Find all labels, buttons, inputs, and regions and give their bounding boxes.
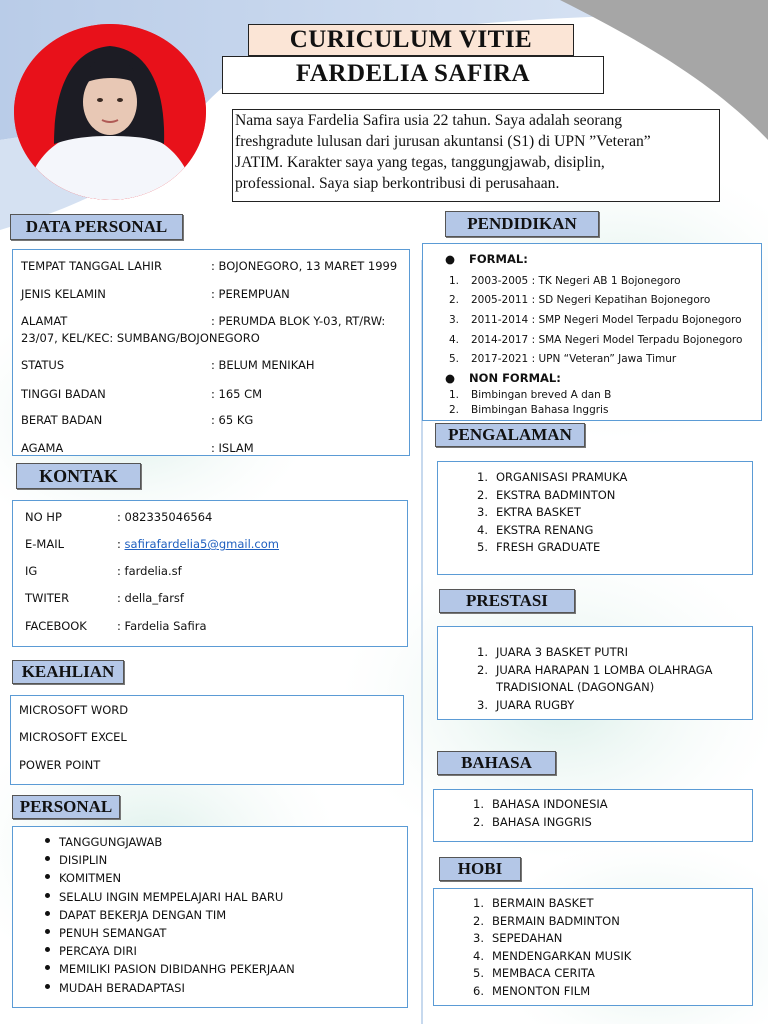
nonformal-heading [445, 371, 561, 385]
edu-item [449, 353, 677, 365]
list-item-text: DISIPLIN [59, 853, 108, 868]
list-item-text: FRESH GRADUATE [496, 540, 601, 555]
intro-line: Nama saya Fardelia Safira usia 22 tahun. Saya adalah seorang [235, 112, 623, 129]
hobi-label: HOBI [439, 857, 521, 881]
edu-item [449, 314, 742, 326]
email-prefix: : [117, 537, 125, 551]
intro-paragraph [232, 109, 720, 202]
list-number: 2. [473, 913, 484, 928]
bullet-icon [45, 856, 50, 861]
list-item [464, 662, 752, 697]
bullet-icon [45, 893, 50, 898]
list-item-text: KOMITMEN [59, 871, 122, 886]
email-value [117, 537, 279, 551]
list-item [13, 979, 407, 997]
document-title: CURICULUM VITIE [248, 24, 574, 56]
list-item [13, 851, 407, 869]
list-item [13, 906, 407, 924]
list-number: 3. [477, 697, 488, 712]
phone-value: : 082335046564 [117, 510, 213, 524]
row-value: : BELUM MENIKAH [211, 358, 315, 372]
bahasa-list [434, 795, 752, 831]
hobi-panel [433, 888, 753, 1006]
list-item [464, 522, 752, 540]
list-item-text: EKSTRA BADMINTON [496, 487, 616, 502]
email-link[interactable]: safirafardelia5@gmail.com [124, 537, 279, 551]
list-item [460, 965, 752, 983]
bullet-icon [45, 947, 50, 952]
list-item [13, 888, 407, 906]
list-item-text: MEMBACA CERITA [492, 966, 595, 981]
profile-photo [14, 24, 206, 200]
list-number: 4. [477, 522, 488, 537]
row-key: E-MAIL [25, 537, 65, 551]
edu-item-text: 2003-2005 : TK Negeri AB 1 Bojonegoro [471, 275, 681, 287]
edu-item-text: Bimbingan Bahasa Inggris [471, 404, 609, 416]
list-number: 1. [473, 797, 484, 811]
skill-item: MICROSOFT EXCEL [19, 730, 127, 744]
list-item [460, 948, 752, 966]
list-number: 1. [473, 896, 484, 910]
bullet-icon [45, 929, 50, 934]
row-key: FACEBOOK [25, 619, 87, 633]
formal-label: FORMAL: [469, 252, 528, 266]
edu-item [449, 334, 743, 346]
list-number: 2. [449, 404, 460, 416]
list-item-text: SELALU INGIN MEMPELAJARI HAL BARU [59, 889, 284, 904]
list-number: 6. [473, 983, 484, 998]
row-key: STATUS [21, 358, 65, 372]
edu-item-text: 2017-2021 : UPN “Veteran” Jawa Timur [471, 353, 677, 365]
list-item-text: BAHASA INDONESIA [492, 797, 608, 811]
person-avatar-icon [14, 24, 206, 200]
hobi-list [434, 895, 752, 1001]
list-number: 3. [477, 505, 488, 520]
bullet-icon [45, 911, 50, 916]
list-number: 2. [473, 815, 484, 829]
row-key: NO HP [25, 510, 62, 524]
list-item [464, 504, 752, 522]
row-key: IG [25, 564, 38, 578]
list-item-text: ORGANISASI PRAMUKA [496, 470, 628, 484]
list-item-text: JUARA HARAPAN 1 LOMBA OLAHRAGA [496, 662, 713, 677]
row-value-cont: 23/07, KEL/KEC: SUMBANG/BOJONEGORO [21, 331, 260, 345]
nonformal-label: NON FORMAL: [469, 371, 561, 385]
list-item-text: EKSTRA RENANG [496, 522, 594, 537]
prestasi-label: PRESTASI [439, 589, 575, 613]
row-key: ALAMAT [21, 314, 68, 328]
list-item [460, 983, 752, 1001]
list-item [13, 942, 407, 960]
bullet-icon: ● [445, 371, 456, 385]
pengalaman-panel [437, 461, 753, 575]
list-item [460, 913, 752, 931]
list-item-text: TANGGUNGJAWAB [59, 835, 163, 849]
row-key: TWITER [25, 591, 70, 605]
list-number: 3. [449, 314, 460, 326]
facebook-value: : Fardelia Safira [117, 619, 207, 633]
edu-item-text: 2011-2014 : SMP Negeri Model Terpadu Bojonegoro [471, 314, 742, 326]
person-name: FARDELIA SAFIRA [222, 56, 604, 94]
list-item-text: MENONTON FILM [492, 983, 591, 998]
row-value: : PERUMDA BLOK Y-03, RT/RW: [211, 314, 386, 328]
list-number: 2. [477, 487, 488, 502]
row-value: : ISLAM [211, 441, 254, 455]
intro-line: freshgradute lulusan dari jurusan akuntansi (S1) di UPN ”Veteran” [235, 133, 651, 150]
row-value: : PEREMPUAN [211, 287, 290, 301]
intro-line: JATIM. Karakter saya yang tegas, tanggungjawab, disiplin, [235, 154, 605, 171]
pendidikan-label: PENDIDIKAN [445, 211, 599, 237]
list-item-text: DAPAT BEKERJA DENGAN TIM [59, 907, 227, 922]
edu-item [449, 389, 612, 401]
list-number: 5. [477, 540, 488, 555]
list-number: 1. [477, 470, 488, 484]
keahlian-label: KEAHLIAN [12, 660, 124, 684]
list-item [13, 924, 407, 942]
list-number: 4. [449, 334, 460, 346]
row-key: BERAT BADAN [21, 413, 103, 427]
edu-item [449, 404, 609, 416]
bullet-icon [45, 874, 50, 879]
bullet-icon [45, 965, 50, 970]
personal-label: PERSONAL [12, 795, 120, 819]
skill-item: MICROSOFT WORD [19, 703, 129, 717]
list-item-text: MENDENGARKAN MUSIK [492, 948, 632, 963]
list-item-text: BERMAIN BADMINTON [492, 913, 620, 928]
pendidikan-panel [422, 243, 762, 421]
list-item-text-cont: TRADISIONAL (DAGONGAN) [496, 680, 655, 695]
list-number: 2. [449, 294, 460, 306]
edu-item [449, 294, 711, 306]
row-key: TINGGI BADAN [21, 387, 106, 401]
list-number: 1. [449, 389, 460, 401]
list-item-text: MEMILIKI PASION DIBIDANHG PEKERJAAN [59, 962, 295, 977]
bullet-icon [45, 838, 50, 843]
edu-item-text: 2005-2011 : SD Negeri Kepatihan Bojonegoro [471, 294, 711, 306]
row-value: : 65 KG [211, 413, 254, 427]
list-number: 2. [477, 662, 488, 677]
list-item [460, 795, 752, 813]
kontak-panel [12, 500, 408, 647]
prestasi-list [438, 644, 752, 714]
data-personal-panel [12, 249, 410, 456]
list-item [464, 487, 752, 505]
list-item-text: JUARA RUGBY [496, 697, 575, 712]
edu-item-text: Bimbingan breved A dan B [471, 389, 612, 401]
pengalaman-label: PENGALAMAN [435, 423, 585, 447]
list-item-text: SEPEDAHAN [492, 931, 563, 946]
instagram-value: : fardelia.sf [117, 564, 182, 578]
twitter-value: : della_farsf [117, 591, 184, 605]
list-item [460, 930, 752, 948]
personal-list [13, 833, 407, 997]
list-number: 5. [449, 353, 460, 365]
list-item-text: BAHASA INGGRIS [492, 815, 592, 829]
list-item [464, 469, 752, 487]
list-number: 1. [449, 275, 460, 287]
keahlian-panel [10, 695, 404, 785]
row-key: TEMPAT TANGGAL LAHIR [21, 259, 162, 273]
list-item-text: PENUH SEMANGAT [59, 926, 167, 941]
edu-item-text: 2014-2017 : SMA Negeri Model Terpadu Bojonegoro [471, 334, 743, 346]
row-key: JENIS KELAMIN [21, 287, 106, 301]
personal-panel [12, 826, 408, 1008]
bullet-icon [45, 984, 50, 989]
list-number: 3. [473, 931, 484, 946]
list-item [13, 833, 407, 851]
intro-line: professional. Saya siap berkontribusi di perusahaan. [235, 175, 560, 192]
list-item [13, 960, 407, 978]
row-value: : 165 CM [211, 387, 263, 401]
formal-heading [445, 252, 528, 266]
row-value: : BOJONEGORO, 13 MARET 1999 [211, 259, 398, 273]
list-number: 4. [473, 948, 484, 963]
pengalaman-list [438, 469, 752, 557]
row-key: AGAMA [21, 441, 64, 455]
list-item [460, 895, 752, 913]
bahasa-label: BAHASA [437, 751, 556, 775]
list-item [464, 697, 752, 715]
list-item-text: PERCAYA DIRI [59, 944, 137, 959]
list-item [13, 869, 407, 887]
kontak-label: KONTAK [16, 463, 141, 489]
prestasi-panel [437, 626, 753, 720]
bullet-icon: ● [445, 252, 456, 266]
list-item-text: JUARA 3 BASKET PUTRI [496, 645, 628, 659]
data-personal-label: DATA PERSONAL [10, 214, 183, 240]
list-item-text: EKTRA BASKET [496, 505, 581, 520]
list-item-text: BERMAIN BASKET [492, 896, 594, 910]
edu-item [449, 275, 681, 287]
list-number: 1. [477, 645, 488, 659]
list-item [464, 539, 752, 557]
skill-item: POWER POINT [19, 758, 101, 772]
list-item-text: MUDAH BERADAPTASI [59, 980, 185, 995]
list-item [464, 644, 752, 662]
bahasa-panel [433, 789, 753, 842]
list-item [460, 813, 752, 831]
list-number: 5. [473, 966, 484, 981]
